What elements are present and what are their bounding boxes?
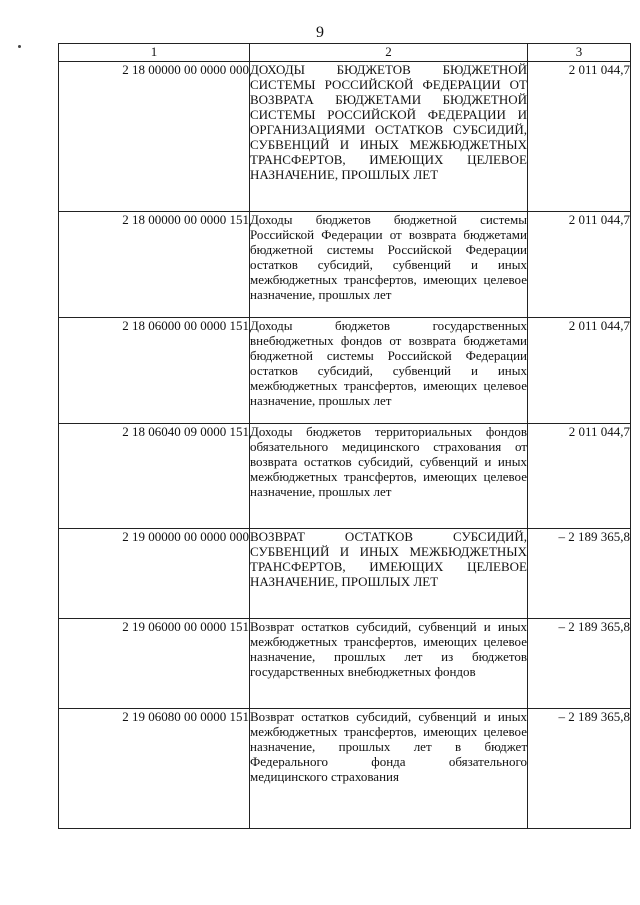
- table-row: [59, 529, 631, 619]
- budget-code: 2 19 06080 00 0000 151: [59, 709, 250, 829]
- table-row: [59, 318, 631, 424]
- column-header-1: 1: [59, 44, 250, 62]
- table-row: [59, 619, 631, 709]
- amount-value: 2 011 044,7: [528, 62, 631, 212]
- table-row: [59, 62, 631, 212]
- amount-value: 2 011 044,7: [528, 424, 631, 529]
- revenue-name: Возврат остатков субсидий, субвенций и иных межбюджетных трансфертов, имеющих целевое назначение, прошлых лет из бюджетов государственных внебюджетных фондов: [250, 619, 528, 709]
- table-header-row: [59, 44, 631, 62]
- amount-value: – 2 189 365,8: [528, 529, 631, 619]
- column-header-2: 2: [250, 44, 528, 62]
- budget-code: 2 19 00000 00 0000 000: [59, 529, 250, 619]
- budget-code: 2 18 06040 09 0000 151: [59, 424, 250, 529]
- amount-value: 2 011 044,7: [528, 212, 631, 318]
- budget-code: 2 18 00000 00 0000 000: [59, 62, 250, 212]
- revenue-name: ДОХОДЫ БЮДЖЕТОВ БЮДЖЕТНОЙ СИСТЕМЫ РОССИЙСКОЙ ФЕДЕРАЦИИ ОТ ВОЗВРАТА БЮДЖЕТАМИ БЮДЖЕТНОЙ СИСТЕМЫ РОССИЙСКОЙ ФЕДЕРАЦИИ И ОРГАНИЗАЦИЯМИ ОСТАТКОВ СУБСИДИЙ, СУБВЕНЦИЙ И ИНЫХ МЕЖБЮДЖЕТНЫХ ТРАНСФЕРТОВ, ИМЕЮЩИХ ЦЕЛЕВОЕ НАЗНАЧЕНИЕ, ПРОШЛЫХ ЛЕТ: [250, 62, 528, 212]
- revenue-name: ВОЗВРАТ ОСТАТКОВ СУБСИДИЙ, СУБВЕНЦИЙ И ИНЫХ МЕЖБЮДЖЕТНЫХ ТРАНСФЕРТОВ, ИМЕЮЩИХ ЦЕЛЕВОЕ НАЗНАЧЕНИЕ, ПРОШЛЫХ ЛЕТ: [250, 529, 528, 619]
- revenue-name: Возврат остатков субсидий, субвенций и иных межбюджетных трансфертов, имеющих целевое назначение, прошлых лет в бюджет Федерального фонда обязательного медицинского страхования: [250, 709, 528, 829]
- table-row: [59, 709, 631, 829]
- column-header-3: 3: [528, 44, 631, 62]
- amount-value: – 2 189 365,8: [528, 709, 631, 829]
- budget-code: 2 19 06000 00 0000 151: [59, 619, 250, 709]
- revenue-name: Доходы бюджетов территориальных фондов обязательного медицинского страхования от возврата остатков субсидий, субвенций и иных межбюджетных трансфертов, имеющих целевое назначение, прошлых лет: [250, 424, 528, 529]
- table-row: [59, 212, 631, 318]
- budget-code: 2 18 00000 00 0000 151: [59, 212, 250, 318]
- revenue-name: Доходы бюджетов государственных внебюджетных фондов от возврата бюджетами бюджетной системы Российской Федерации остатков субсидий, субвенций и иных межбюджетных трансфертов, имеющих целевое назначение, прошлых лет: [250, 318, 528, 424]
- budget-revenue-table: [58, 43, 631, 829]
- table-row: [59, 424, 631, 529]
- page-number: 9: [316, 24, 324, 41]
- budget-code: 2 18 06000 00 0000 151: [59, 318, 250, 424]
- amount-value: – 2 189 365,8: [528, 619, 631, 709]
- amount-value: 2 011 044,7: [528, 318, 631, 424]
- scan-dot-mark: [18, 45, 21, 48]
- revenue-name: Доходы бюджетов бюджетной системы Российской Федерации от возврата бюджетами бюджетной системы Российской Федерации остатков субсидий, субвенций и иных межбюджетных трансфертов, имеющих целевое назначение, прошлых лет: [250, 212, 528, 318]
